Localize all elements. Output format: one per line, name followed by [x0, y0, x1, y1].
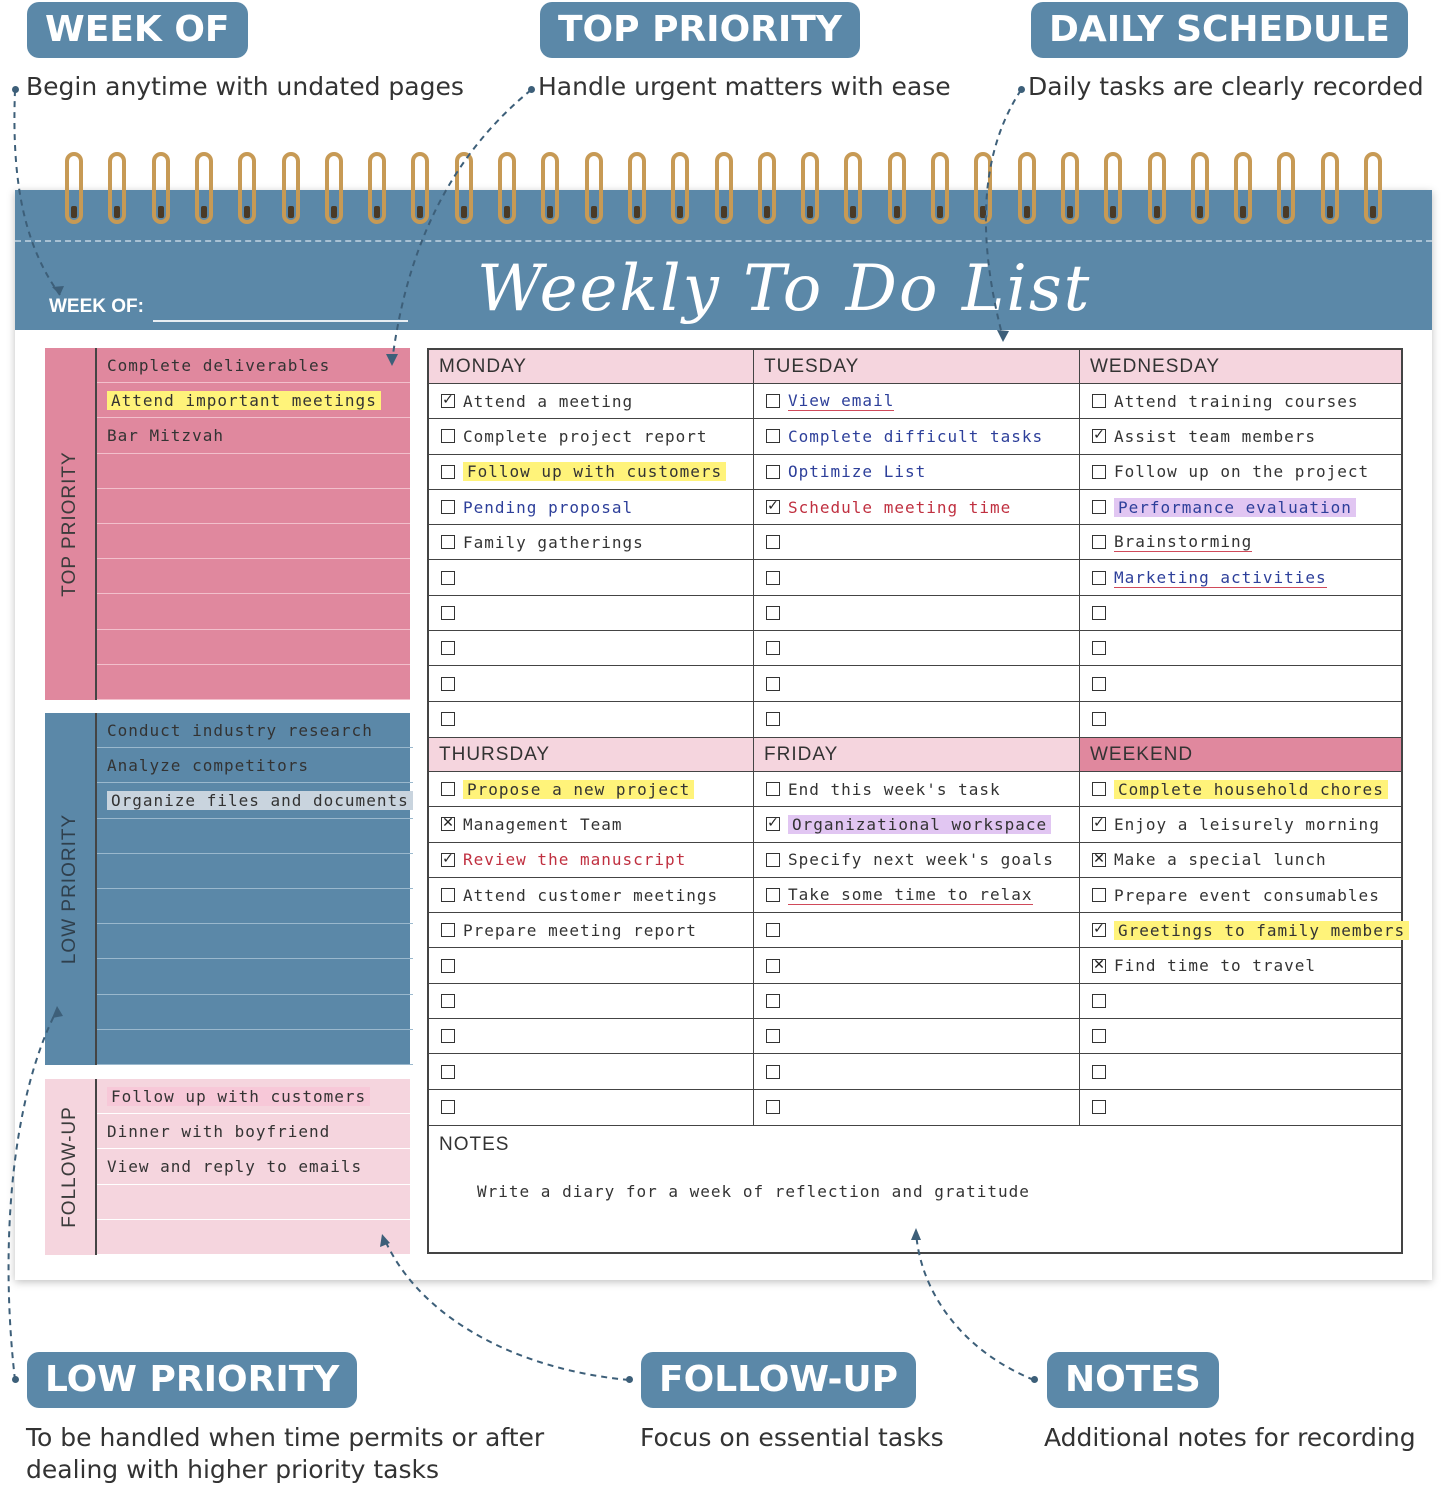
task-row[interactable] — [429, 807, 753, 842]
checkbox[interactable] — [766, 923, 780, 937]
day-header-weekend: WEEKEND — [1080, 738, 1401, 772]
task-row[interactable] — [429, 1054, 753, 1089]
task-row[interactable] — [1080, 843, 1401, 878]
day-grid — [427, 348, 1406, 1254]
task-row[interactable] — [429, 666, 753, 701]
task-row[interactable] — [429, 490, 753, 525]
checked-checkbox[interactable]: ✓ — [1093, 921, 1105, 938]
checkbox[interactable] — [1092, 606, 1106, 620]
leader-dot — [626, 1376, 633, 1383]
checked-checkbox[interactable]: ✓ — [1093, 815, 1105, 832]
binding-ring — [628, 152, 646, 224]
checkbox[interactable] — [766, 465, 780, 479]
low-priority-line[interactable] — [97, 854, 413, 889]
leader-dot — [1018, 86, 1025, 93]
task-text: End this week's task — [788, 779, 1001, 799]
task-text: Performance evaluation — [1114, 498, 1356, 517]
checked-checkbox[interactable]: ✓ — [1093, 427, 1105, 444]
low-priority-line[interactable] — [97, 924, 413, 959]
checkbox[interactable] — [1092, 1065, 1106, 1079]
checkbox[interactable] — [441, 500, 455, 514]
low-priority-line[interactable] — [97, 1030, 413, 1065]
follow-up-line[interactable] — [97, 1114, 410, 1149]
task-row[interactable] — [1080, 913, 1406, 948]
checkbox[interactable] — [1092, 535, 1106, 549]
checkbox[interactable] — [441, 641, 455, 655]
task-row[interactable] — [429, 984, 753, 1019]
task-text: Organizational workspace — [788, 815, 1051, 834]
day-column-friday — [754, 738, 1080, 1126]
task-row[interactable] — [754, 807, 1079, 842]
daily-schedule-badge: DAILY SCHEDULE — [1031, 2, 1408, 58]
notes-text[interactable]: Write a diary for a week of reflection and gratitude — [477, 1182, 1030, 1201]
task-text: Prepare meeting report — [463, 920, 697, 940]
task-row[interactable] — [754, 1090, 1079, 1125]
day-column-weekend — [1080, 738, 1406, 1126]
low-priority-line[interactable] — [97, 819, 413, 854]
task-row[interactable] — [1080, 455, 1401, 490]
binding-ring — [498, 152, 516, 224]
checkbox[interactable] — [441, 712, 455, 726]
low-priority-line[interactable] — [97, 748, 413, 783]
checked-checkbox[interactable]: ✕ — [442, 815, 454, 832]
task-text: Assist team members — [1114, 426, 1317, 446]
leader-dot — [528, 86, 535, 93]
task-row[interactable] — [1080, 384, 1401, 419]
top-priority-line[interactable] — [97, 524, 410, 559]
binding-ring — [65, 152, 83, 224]
task-row[interactable] — [754, 843, 1079, 878]
task-row[interactable] — [754, 1019, 1079, 1054]
task-text: Complete difficult tasks — [788, 426, 1044, 446]
top-priority-line[interactable] — [97, 665, 410, 700]
task-row[interactable] — [754, 772, 1079, 807]
checkbox[interactable] — [766, 853, 780, 867]
checkbox[interactable] — [766, 1029, 780, 1043]
checkbox[interactable] — [1092, 465, 1106, 479]
checkbox[interactable] — [766, 535, 780, 549]
binding-ring — [1277, 152, 1295, 224]
checkbox[interactable] — [441, 1065, 455, 1079]
task-text: Pending proposal — [463, 497, 634, 517]
leader-dot — [12, 86, 19, 93]
binding-ring — [844, 152, 862, 224]
low-priority-tab: LOW PRIORITY — [45, 713, 95, 1065]
task-row[interactable] — [1080, 1090, 1401, 1125]
task-text: Attend training courses — [1114, 391, 1359, 411]
follow-up-caption: Focus on essential tasks — [640, 1423, 944, 1452]
day-column-thursday — [429, 738, 754, 1126]
low-priority-lines — [95, 713, 413, 1065]
task-row[interactable] — [429, 455, 753, 490]
task-row[interactable] — [1080, 772, 1401, 807]
notes-badge: NOTES — [1047, 1352, 1219, 1408]
task-text: Attend a meeting — [463, 391, 634, 411]
day-header-wednesday: WEDNESDAY — [1080, 350, 1401, 384]
binding-ring — [758, 152, 776, 224]
top-priority-line[interactable] — [97, 559, 410, 594]
binding-ring — [1234, 152, 1252, 224]
binding-ring — [108, 152, 126, 224]
task-row[interactable] — [754, 455, 1079, 490]
day-header-monday: MONDAY — [429, 350, 753, 384]
checkbox[interactable] — [1092, 1100, 1106, 1114]
task-row[interactable] — [429, 525, 753, 560]
follow-up-lines — [95, 1079, 410, 1255]
day-header-friday: FRIDAY — [754, 738, 1079, 772]
checkbox[interactable] — [766, 571, 780, 585]
task-row[interactable] — [754, 490, 1079, 525]
top-priority-line[interactable] — [97, 489, 410, 524]
binding-ring — [801, 152, 819, 224]
binding-ring — [455, 152, 473, 224]
checkbox[interactable] — [766, 394, 780, 408]
task-row[interactable] — [1080, 490, 1401, 525]
task-row[interactable] — [754, 560, 1079, 595]
task-text: Complete project report — [463, 426, 708, 446]
follow-up-line[interactable] — [97, 1220, 410, 1255]
task-row[interactable] — [754, 596, 1079, 631]
checkbox[interactable] — [766, 606, 780, 620]
task-text: Management Team — [463, 814, 623, 834]
task-row[interactable] — [429, 913, 753, 948]
task-row[interactable] — [754, 384, 1079, 419]
checked-checkbox[interactable]: ✓ — [767, 815, 779, 832]
binding-ring — [411, 152, 429, 224]
checkbox[interactable] — [441, 606, 455, 620]
low-priority-badge: LOW PRIORITY — [27, 1352, 357, 1408]
top-priority-text: Bar Mitzvah — [107, 425, 224, 445]
task-row[interactable] — [1080, 560, 1401, 595]
binding-ring — [1321, 152, 1339, 224]
binding-ring — [541, 152, 559, 224]
task-row[interactable] — [1080, 596, 1401, 631]
leader-dot — [12, 1376, 19, 1383]
checkbox[interactable] — [766, 888, 780, 902]
checked-checkbox[interactable]: ✓ — [442, 392, 454, 409]
low-priority-line[interactable] — [97, 713, 413, 748]
task-row[interactable] — [429, 948, 753, 983]
day-header-thursday: THURSDAY — [429, 738, 753, 772]
task-row[interactable] — [429, 596, 753, 631]
checkbox[interactable] — [766, 677, 780, 691]
task-text: Attend customer meetings — [463, 885, 719, 905]
task-text: Follow up on the project — [1114, 462, 1370, 482]
task-row[interactable] — [429, 631, 753, 666]
task-text: Find time to travel — [1114, 956, 1317, 976]
binding-ring — [152, 152, 170, 224]
binding-ring — [1018, 152, 1036, 224]
task-row[interactable] — [1080, 1054, 1401, 1089]
follow-up-line[interactable] — [97, 1079, 410, 1114]
task-text: Marketing activities — [1114, 567, 1327, 587]
top-priority-lines — [95, 348, 410, 700]
binding-ring — [1148, 152, 1166, 224]
task-row[interactable] — [429, 843, 753, 878]
binding-ring — [1104, 152, 1122, 224]
top-priority-tab: TOP PRIORITY — [45, 348, 95, 700]
top-priority-section — [45, 348, 410, 700]
checkbox[interactable] — [441, 923, 455, 937]
binding-ring — [282, 152, 300, 224]
day-header-tuesday: TUESDAY — [754, 350, 1079, 384]
task-row[interactable] — [429, 702, 753, 737]
task-row[interactable] — [1080, 702, 1401, 737]
task-text: Optimize List — [788, 462, 927, 482]
task-row[interactable] — [1080, 666, 1401, 701]
checkbox[interactable] — [441, 782, 455, 796]
top-priority-line[interactable] — [97, 418, 410, 453]
checkbox[interactable] — [441, 535, 455, 549]
week-of-badge: WEEK OF — [27, 2, 248, 58]
binding-ring — [974, 152, 992, 224]
binding-ring — [888, 152, 906, 224]
task-row[interactable] — [754, 419, 1079, 454]
task-text: Prepare event consumables — [1114, 885, 1380, 905]
daily-schedule-caption: Daily tasks are clearly recorded — [1028, 72, 1424, 101]
task-text: Family gatherings — [463, 532, 644, 552]
planner-page — [15, 190, 1432, 1280]
low-priority-caption: To be handled when time permits or after dealing with higher priority tasks — [26, 1423, 545, 1484]
follow-up-text: View and reply to emails — [107, 1156, 363, 1176]
task-text: Greetings to family members — [1114, 921, 1409, 940]
top-priority-text: Attend important meetings — [107, 391, 381, 410]
task-row[interactable] — [1080, 984, 1401, 1019]
binding-ring — [931, 152, 949, 224]
notes-section — [429, 1124, 1401, 1252]
checkbox[interactable] — [441, 1029, 455, 1043]
week-of-input-line[interactable] — [153, 320, 408, 322]
checkbox[interactable] — [441, 429, 455, 443]
task-row[interactable] — [754, 666, 1079, 701]
follow-up-text: Dinner with boyfriend — [107, 1121, 331, 1141]
task-row[interactable] — [754, 631, 1079, 666]
low-priority-text: Conduct industry research — [107, 720, 373, 740]
task-text: Complete household chores — [1114, 780, 1388, 799]
low-priority-line[interactable] — [97, 959, 413, 994]
checkbox[interactable] — [1092, 782, 1106, 796]
binding-ring — [715, 152, 733, 224]
top-priority-line[interactable] — [97, 383, 410, 418]
checkbox[interactable] — [766, 1100, 780, 1114]
task-text: Take some time to relax — [788, 885, 1033, 905]
task-row[interactable] — [429, 878, 753, 913]
binding-ring — [325, 152, 343, 224]
top-priority-caption: Handle urgent matters with ease — [538, 72, 951, 101]
low-priority-text: Analyze competitors — [107, 755, 310, 775]
low-priority-line[interactable] — [97, 783, 413, 818]
task-text: Enjoy a leisurely morning — [1114, 814, 1380, 834]
top-priority-line[interactable] — [97, 454, 410, 489]
checkbox[interactable] — [1092, 500, 1106, 514]
checkbox[interactable] — [1092, 994, 1106, 1008]
task-row[interactable] — [1080, 807, 1401, 842]
top-priority-line[interactable] — [97, 630, 410, 665]
follow-up-line[interactable] — [97, 1185, 410, 1220]
task-row[interactable] — [754, 878, 1079, 913]
task-row[interactable] — [754, 984, 1079, 1019]
task-text: Make a special lunch — [1114, 850, 1327, 870]
task-text: Schedule meeting time — [788, 497, 1012, 517]
task-text: View email — [788, 391, 895, 411]
task-row[interactable] — [754, 702, 1079, 737]
checkbox[interactable] — [766, 959, 780, 973]
task-row[interactable] — [1080, 525, 1401, 560]
checked-checkbox[interactable]: ✕ — [1093, 850, 1105, 867]
task-row[interactable] — [429, 772, 753, 807]
checked-checkbox[interactable]: ✓ — [767, 498, 779, 515]
task-row[interactable] — [754, 1054, 1079, 1089]
task-row[interactable] — [1080, 419, 1401, 454]
binding-ring — [238, 152, 256, 224]
binding-ring — [585, 152, 603, 224]
task-row[interactable] — [1080, 878, 1401, 913]
binding-ring — [1061, 152, 1079, 224]
top-priority-text: Complete deliverables — [107, 355, 331, 375]
checkbox[interactable] — [766, 712, 780, 726]
follow-up-text: Follow up with customers — [107, 1087, 370, 1106]
low-priority-section — [45, 713, 410, 1065]
checkbox[interactable] — [1092, 571, 1106, 585]
checkbox[interactable] — [1092, 641, 1106, 655]
task-row[interactable] — [754, 525, 1079, 560]
binding-ring — [1191, 152, 1209, 224]
top-priority-badge: TOP PRIORITY — [540, 2, 860, 58]
checkbox[interactable] — [1092, 1029, 1106, 1043]
checkbox[interactable] — [441, 994, 455, 1008]
binding-ring — [195, 152, 213, 224]
task-row[interactable] — [754, 913, 1079, 948]
task-row[interactable] — [1080, 631, 1401, 666]
notes-caption: Additional notes for recording — [1044, 1423, 1416, 1452]
checkbox[interactable] — [1092, 677, 1106, 691]
checkbox[interactable] — [766, 1065, 780, 1079]
follow-up-section — [45, 1079, 410, 1255]
day-column-wednesday — [1080, 350, 1401, 738]
binding-ring — [671, 152, 689, 224]
checkbox[interactable] — [766, 994, 780, 1008]
low-priority-line[interactable] — [97, 995, 413, 1030]
checkbox[interactable] — [766, 641, 780, 655]
checkbox[interactable] — [441, 571, 455, 585]
checkbox[interactable] — [766, 429, 780, 443]
checkbox[interactable] — [441, 1100, 455, 1114]
checked-checkbox[interactable]: ✕ — [1093, 956, 1105, 973]
checkbox[interactable] — [441, 888, 455, 902]
binding-ring — [368, 152, 386, 224]
top-priority-line[interactable] — [97, 594, 410, 629]
task-row[interactable] — [429, 560, 753, 595]
binding-ring — [1364, 152, 1382, 224]
task-text: Specify next week's goals — [788, 850, 1054, 870]
leader-dot — [1031, 1376, 1038, 1383]
task-row[interactable] — [429, 419, 753, 454]
checkbox[interactable] — [1092, 712, 1106, 726]
header-dash-line — [15, 240, 1432, 242]
day-column-tuesday — [754, 350, 1080, 738]
spiral-binding — [65, 152, 1405, 232]
checkbox[interactable] — [441, 465, 455, 479]
planner-title: Weekly To Do List — [477, 252, 1092, 326]
checkbox[interactable] — [441, 959, 455, 973]
task-row[interactable] — [429, 1090, 753, 1125]
day-column-monday — [429, 350, 754, 738]
week-of-label: WEEK OF: — [49, 296, 144, 317]
task-row[interactable] — [754, 948, 1079, 983]
checkbox[interactable] — [441, 677, 455, 691]
task-row[interactable] — [1080, 948, 1401, 983]
task-text: Follow up with customers — [463, 462, 726, 481]
checkbox[interactable] — [766, 782, 780, 796]
notes-label: NOTES — [439, 1134, 510, 1155]
checkbox[interactable] — [1092, 888, 1106, 902]
task-row[interactable] — [429, 384, 753, 419]
follow-up-tab: FOLLOW-UP — [45, 1079, 95, 1255]
low-priority-text: Organize files and documents — [107, 791, 413, 810]
checked-checkbox[interactable]: ✓ — [442, 850, 454, 867]
low-priority-line[interactable] — [97, 889, 413, 924]
checkbox[interactable] — [1092, 394, 1106, 408]
task-row[interactable] — [429, 1019, 753, 1054]
task-text: Brainstorming — [1114, 532, 1253, 552]
follow-up-badge: FOLLOW-UP — [641, 1352, 916, 1408]
task-text: Review the manuscript — [463, 850, 687, 870]
week-of-caption: Begin anytime with undated pages — [26, 72, 464, 101]
top-priority-line[interactable] — [97, 348, 410, 383]
task-text: Propose a new project — [463, 780, 694, 799]
task-row[interactable] — [1080, 1019, 1401, 1054]
follow-up-line[interactable] — [97, 1149, 410, 1184]
